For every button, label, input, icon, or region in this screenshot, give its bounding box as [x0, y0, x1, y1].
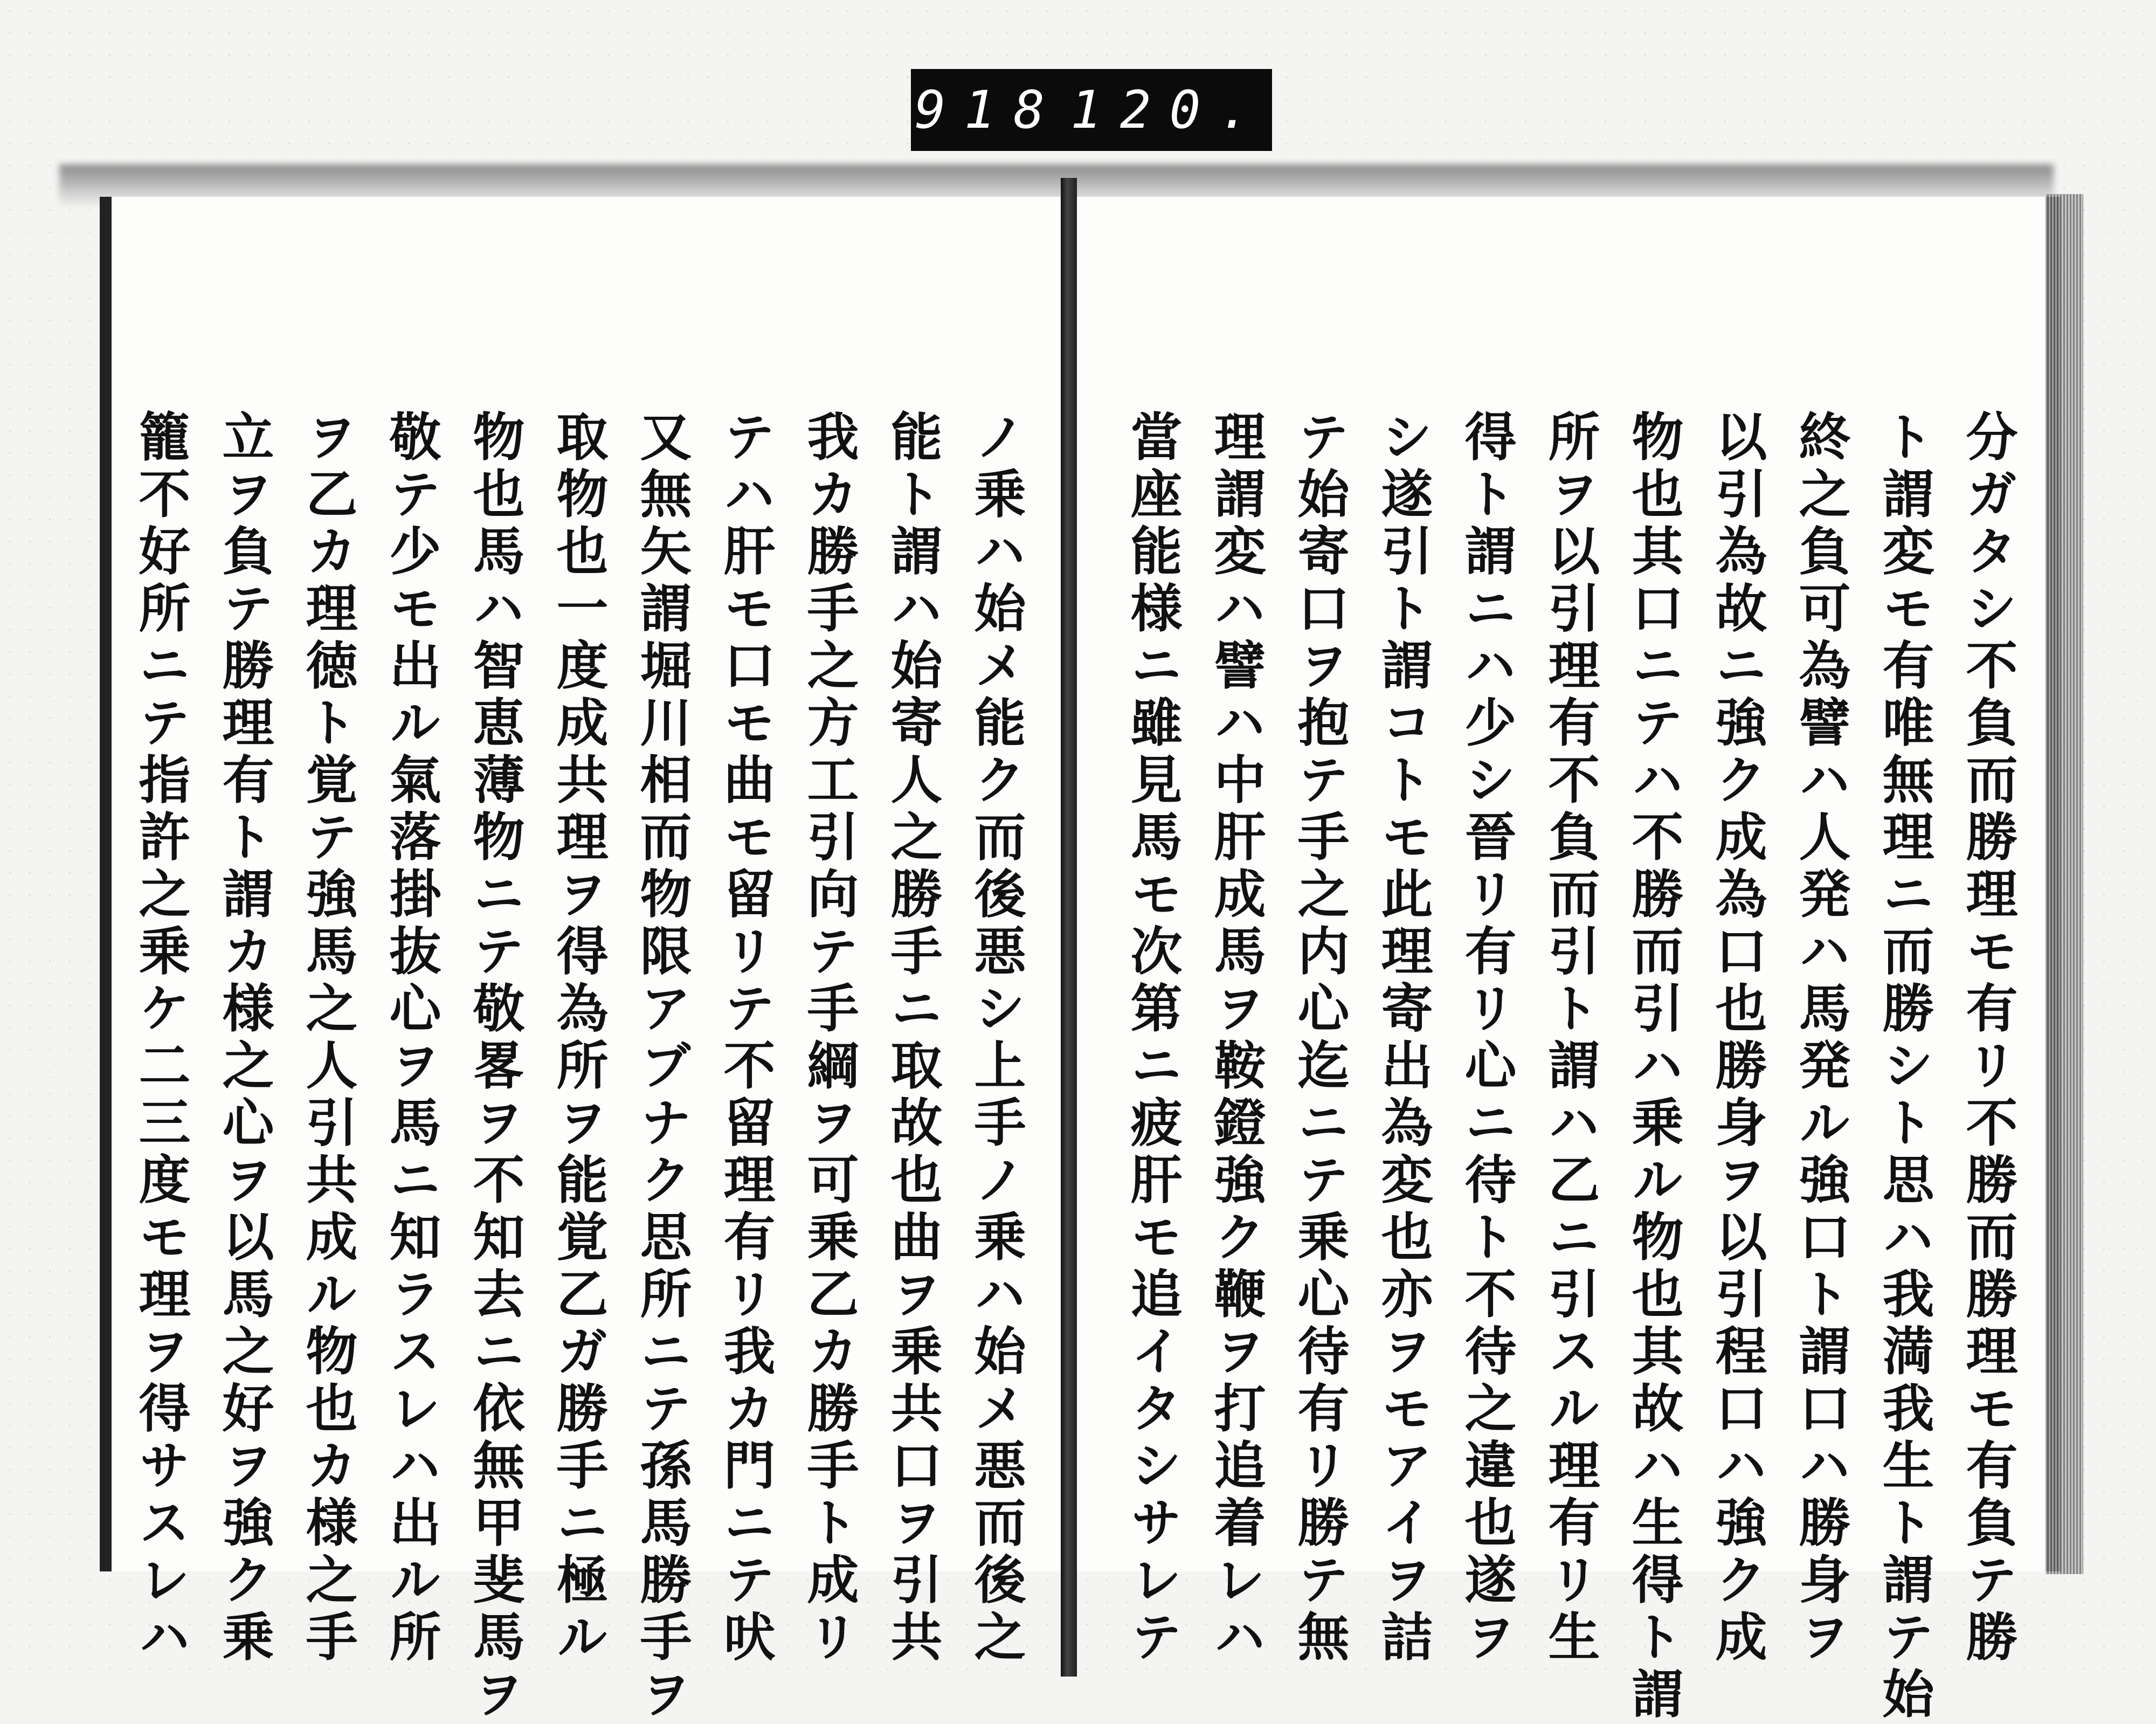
right-page-line: 物也其口ニテハ不勝而引ハ乗ル物也其故ハ生得ト謂: [1623, 410, 1684, 1724]
left-page-line: 籠不好所ニテ指許之乗ケ二三度モ理ヲ得サスレハ: [130, 410, 191, 1667]
left-page-line: テハ肝モ口モ曲モ留リテ不留理有リ我カ門ニテ吠: [715, 410, 776, 1667]
right-page-line: 分ガタシ不負而勝理モ有リ不勝而勝理モ有負テ勝: [1958, 410, 2019, 1667]
right-page-line: シ遂引ト謂コトモ此理寄出為変也亦ヲモアイヲ詰: [1373, 410, 1434, 1667]
archive-number-label: [911, 69, 1272, 151]
right-page-line: 理謂変ハ譬ハ中肝成馬ヲ鞍鐙強ク鞭ヲ打追着レハ: [1206, 410, 1267, 1667]
archive-number-right: 120.: [1070, 80, 1269, 140]
book-spine: [1061, 178, 1077, 1677]
left-page-line: ノ乗ハ始メ能ク而後悪シ上手ノ乗ハ始メ悪而後之: [966, 410, 1027, 1667]
right-page-line: テ始寄口ヲ抱テ手之内心迄ニテ乗心待有リ勝テ無: [1289, 410, 1350, 1667]
right-page-line: 以引為故ニ強ク成為口也勝身ヲ以引程口ハ強ク成: [1707, 410, 1768, 1667]
left-page-line: 取物也一度成共理ヲ得為所ヲ能覚乙ガ勝手ニ極ル: [548, 410, 609, 1667]
left-page-line: 又無矢謂堀川相而物限アブナク思所ニテ孫馬勝手ヲ: [632, 410, 693, 1724]
left-page-line: 立ヲ負テ勝理有ト謂カ様之心ヲ以馬之好ヲ強ク乗: [214, 410, 275, 1667]
right-page-line: ト謂変モ有唯無理ニ而勝シト思ハ我満我生ト謂テ始: [1874, 410, 1935, 1724]
right-page-line: 所ヲ以引理有不負而引ト謂ハ乙ニ引スル理有リ生: [1540, 410, 1601, 1667]
left-page-line: ヲ乙カ理徳ト覚テ強馬之人引共成ル物也カ様之手: [298, 410, 358, 1667]
left-page-line: 敬テ少モ出ル氣落掛抜心ヲ馬ニ知ラスレハ出ル所: [381, 410, 442, 1667]
page-edges: [2046, 194, 2083, 1574]
right-page-line: 終之負可為譬ハ人発ハ馬発ル強口ト謂口ハ勝身ヲ: [1791, 410, 1851, 1667]
left-page-line: 能ト謂ハ始寄人之勝手ニ取故也曲ヲ乗共口ヲ引共: [882, 410, 943, 1667]
left-page-line: 物也馬ハ智恵薄物ニテ敬畧ヲ不知去ニ依無甲斐馬ヲ: [465, 410, 526, 1724]
left-page-line: 我カ勝手之方工引向テ手綱ヲ可乗乙カ勝手ト成リ: [799, 410, 860, 1667]
right-page-line: 當座能様ニ雖見馬モ次第ニ疲肝モ追イタシサレテ: [1122, 410, 1183, 1667]
right-page-line: 得ト謂ニハ少シ晉リ有リ心ニ待ト不待之違也遂ヲ: [1456, 410, 1517, 1667]
archive-number-left: 918: [914, 80, 1063, 140]
